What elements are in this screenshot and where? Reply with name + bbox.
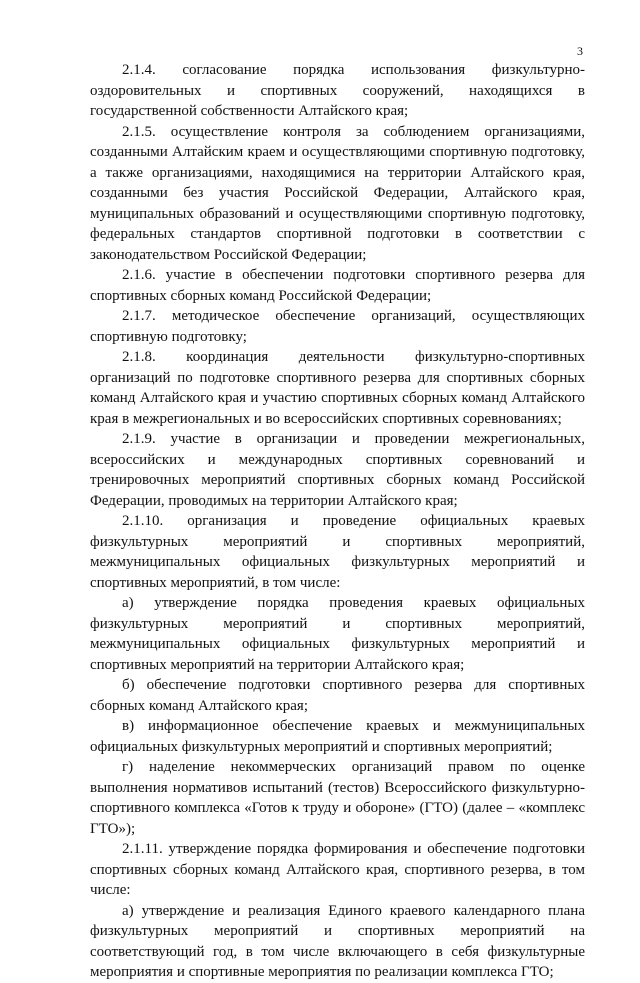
paragraph-2-1-8: 2.1.8. координация деятельности физкультурно-спортивных организаций по подготовке спортивного резерва для спортивных сборных команд Алтайского края и участию спортивных сборных команд Алтайского края в межрегиональных и во всероссийских спортивных соревнованиях; [90,349,585,427]
paragraph-2-1-7: 2.1.7. методическое обеспечение организаций, осуществляющих спортивную подготовку; [90,308,585,345]
paragraph-2-1-10: 2.1.10. организация и проведение официальных краевых физкультурных мероприятий и спортивных мероприятий, межмуниципальных официальных физкультурных мероприятий и спортивных мероприятий, в том числе: [90,513,585,591]
paragraph-2-1-5: 2.1.5. осуществление контроля за соблюдением организациями, созданными Алтайским краем и осуществляющими спортивную подготовку, а также организациями, находящимися на территории Алтайского края, созданными без участия Российской Федерации, Алтайского края, муниципальных образований и осуществляющими спортивную подготовку, федеральных стандартов спортивной подготовки в соответствии с законодательством Российской Федерации; [90,123,585,263]
document-body [90,60,585,983]
paragraph-2-1-6: 2.1.6. участие в обеспечении подготовки спортивного резерва для спортивных сборных команд Российской Федерации; [90,267,585,304]
paragraph-2-1-10-a: а) утверждение порядка проведения краевых официальных физкультурных мероприятий и спортивных мероприятий, межмуниципальных официальных физкультурных мероприятий и спортивных мероприятий на территории Алтайского края; [90,595,585,673]
paragraph-2-1-9: 2.1.9. участие в организации и проведении межрегиональных, всероссийских и международных спортивных соревнований и тренировочных мероприятий спортивных сборных команд Российской Федерации, проводимых на территории Алтайского края; [90,431,585,509]
paragraph-2-1-10-b: б) обеспечение подготовки спортивного резерва для спортивных сборных команд Алтайского края; [90,677,585,714]
paragraph-2-1-4: 2.1.4. согласование порядка использования физкультурно-оздоровительных и спортивных сооружений, находящихся в государственной собственности Алтайского края; [90,62,585,119]
paragraph-2-1-11: 2.1.11. утверждение порядка формирования и обеспечение подготовки спортивных сборных команд Алтайского края, спортивного резерва, в том числе: [90,841,585,898]
page-number: 3 [577,44,583,58]
paragraph-2-1-11-a: а) утверждение и реализация Единого краевого календарного плана физкультурных мероприятий и спортивных мероприятий на соответствующий год, в том числе включающего в себя физкультурные мероприятия и спортивные мероприятия по реализации комплекса ГТО; [90,902,585,980]
paragraph-2-1-10-g: г) наделение некоммерческих организаций правом по оценке выполнения нормативов испытаний (тестов) Всероссийского физкультурно-спортивного комплекса «Готов к труду и обороне» (ГТО) (далее – «комплекс ГТО»); [90,759,585,837]
paragraph-2-1-10-v: в) информационное обеспечение краевых и межмуниципальных официальных физкультурных мероприятий и спортивных мероприятий; [90,718,585,755]
